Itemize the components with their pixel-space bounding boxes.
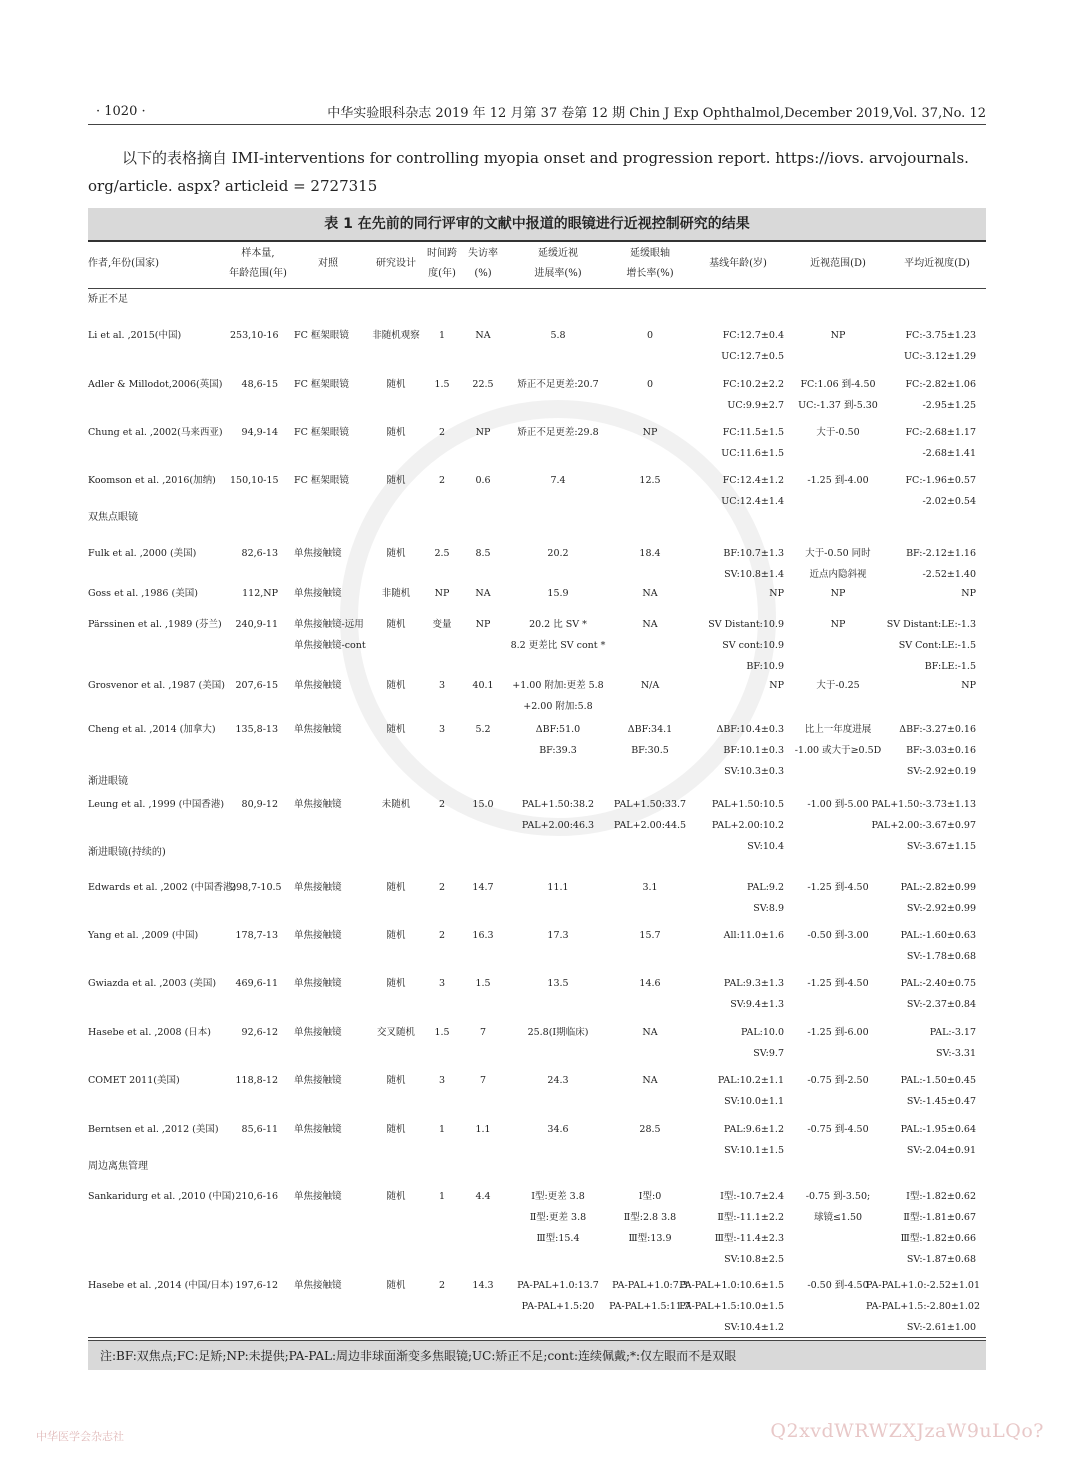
group-label: 渐进眼镜(持续的) (88, 847, 166, 858)
cell-loss: 7 (479, 1027, 487, 1038)
cell-sample: 240,9-11 (235, 619, 278, 630)
cell-axial: N/A (640, 680, 660, 691)
cell-age: PAL:10.2±1.1 (717, 1075, 784, 1086)
cell-mean: SV:-2.92±0.99 (906, 903, 976, 914)
cell-mean: UC:-3.12±1.29 (904, 351, 976, 362)
cell-control: 单焦接触镜 (294, 1075, 342, 1086)
cell-time: 1.5 (434, 1027, 450, 1038)
cell-age: SV:10.8±1.4 (724, 569, 784, 580)
cell-loss: 16.3 (472, 930, 494, 941)
cell-mean: Ⅱ型:-1.81±0.67 (903, 1212, 976, 1223)
cell-sample: 207,6-15 (235, 680, 278, 691)
cell-range: -0.75 到-2.50 (807, 1075, 869, 1086)
cell-mean: PAL:-1.60±0.63 (900, 930, 976, 941)
cell-control: 单焦接触镜 (294, 882, 342, 893)
cell-time: NP (434, 588, 450, 599)
cell-control: 单焦接触镜 (294, 930, 342, 941)
cell-prog: 34.6 (547, 1124, 569, 1135)
cell-age: UC:12.4±1.4 (721, 496, 784, 507)
cell-prog: PAL+1.50:38.2 (521, 799, 595, 810)
cell-time: 1 (438, 1124, 446, 1135)
cell-range: 近点内隐斜视 (809, 569, 867, 580)
cell-loss: 0.6 (475, 475, 491, 486)
cell-axial: 18.4 (639, 548, 661, 559)
bottom-rule (88, 1337, 986, 1338)
cell-axial: 15.7 (639, 930, 661, 941)
cell-mean: BF:-3.03±0.16 (906, 745, 976, 756)
cell-author: Berntsen et al. ,2012 (美国) (88, 1124, 219, 1135)
cell-age: SV:10.4 (747, 841, 784, 852)
cell-loss: 22.5 (472, 379, 494, 390)
cell-mean: NP (961, 680, 976, 691)
cell-mean: PA-PAL+1.0:-2.52±1.01 (866, 1280, 981, 1291)
cell-range: 球镜≤1.50 (813, 1212, 863, 1223)
cell-axial: NA (642, 1027, 658, 1038)
watermark-code: Q2xvdWRWZXJzaW9uLQo? (770, 1420, 1044, 1442)
cell-age: UC:9.9±2.7 (727, 400, 784, 411)
cell-control: FC 框架眼镜 (294, 427, 349, 438)
group-label: 矫正不足 (88, 294, 128, 305)
header-axial-1: 延缓眼轴 (630, 248, 670, 259)
cell-range: -1.25 到-6.00 (807, 1027, 869, 1038)
cell-age: SV cont:10.9 (722, 640, 784, 651)
cell-mean: PAL:-2.82±0.99 (900, 882, 976, 893)
header-control: 对照 (318, 258, 338, 269)
header-loss-1: 失访率 (468, 248, 498, 259)
group-label: 渐进眼镜 (88, 776, 128, 787)
cell-author: Fulk et al. ,2000 (美国) (88, 548, 197, 559)
group-label: 双焦点眼镜 (88, 512, 138, 523)
cell-axial: Ⅲ型:13.9 (628, 1233, 672, 1244)
cell-range: -0.50 到-3.00 (807, 930, 869, 941)
cell-axial: 14.6 (639, 978, 661, 989)
table-note: 注:BF:双焦点;FC:足矫;NP:未提供;PA-PAL:周边非球面渐变多焦眼镜;UC:矫正不足;cont:连续佩戴;*:仅左眼而不是双眼 (88, 1340, 986, 1370)
header-author: 作者,年份(国家) (88, 258, 159, 269)
cell-mean: -2.02±0.54 (922, 496, 976, 507)
cell-sample: 48,6-15 (241, 379, 278, 390)
cell-sample: 85,6-11 (241, 1124, 278, 1135)
cell-control: 单焦接触镜 (294, 1191, 342, 1202)
cell-axial: Ⅰ型:0 (638, 1191, 662, 1202)
cell-mean: BF:-2.12±1.16 (906, 548, 976, 559)
cell-axial: PA-PAL+1.0:7.3 (612, 1280, 688, 1291)
cell-author: Li et al. ,2015(中国) (88, 330, 182, 341)
cell-design: 非随机观察 (372, 330, 420, 341)
cell-range: 大于-0.25 (816, 680, 860, 691)
cell-mean: ΔBF:-3.27±0.16 (899, 724, 976, 735)
cell-sample: 92,6-12 (241, 1027, 278, 1038)
cell-mean: PAL+1.50:-3.73±1.13 (871, 799, 976, 810)
intro-paragraph: 以下的表格摘自 IMI-interventions for controlling myopia onset and progression report. https://iovs. arvojournals. org/article. aspx? articleid = 2727315 (88, 149, 969, 195)
cell-time: 2 (438, 1280, 446, 1291)
cell-prog: 矫正不足更差:29.8 (517, 427, 599, 438)
cell-loss: NP (475, 619, 491, 630)
table-title: 表 1 在先前的同行评审的文献中报道的眼镜进行近视控制研究的结果 (88, 208, 986, 242)
cell-sample: 298,7-10.5 (230, 882, 282, 893)
cell-axial: 28.5 (639, 1124, 661, 1135)
cell-sample: 178,7-13 (235, 930, 278, 941)
cell-age: BF:10.9 (746, 661, 784, 672)
cell-age: SV:10.3±0.3 (724, 766, 784, 777)
cell-design: 随机 (386, 1280, 406, 1291)
cell-range: -1.00 或大于≥0.5D (794, 745, 882, 756)
cell-loss: NA (475, 588, 491, 599)
cell-author: Cheng et al. ,2014 (加拿大) (88, 724, 216, 735)
cell-axial: PA-PAL+1.5:11.7 (609, 1301, 691, 1312)
cell-author: Hasebe et al. ,2008 (日本) (88, 1027, 211, 1038)
cell-design: 随机 (386, 724, 406, 735)
cell-mean: -2.68±1.41 (922, 448, 976, 459)
cell-time: 1 (438, 330, 446, 341)
cell-age: SV:10.4±1.2 (724, 1322, 784, 1333)
header-age: 基线年龄(岁) (709, 258, 767, 269)
cell-time: 3 (438, 680, 446, 691)
cell-sample: 118,8-12 (235, 1075, 278, 1086)
cell-prog: 11.1 (547, 882, 569, 893)
cell-mean: SV:-1.45±0.47 (906, 1096, 976, 1107)
cell-mean: SV:-2.61±1.00 (906, 1322, 976, 1333)
cell-age: SV:10.8±2.5 (724, 1254, 784, 1265)
header-time-1: 时间跨 (427, 248, 457, 259)
cell-prog: BF:39.3 (539, 745, 577, 756)
cell-age: UC:12.7±0.5 (721, 351, 784, 362)
cell-mean: -2.95±1.25 (922, 400, 976, 411)
cell-control: 单焦接触镜 (294, 680, 342, 691)
cell-author: Sankaridurg et al. ,2010 (中国) (88, 1191, 235, 1202)
cell-prog: Ⅲ型:15.4 (536, 1233, 580, 1244)
cell-design: 随机 (386, 475, 406, 486)
cell-axial: PAL+1.50:33.7 (613, 799, 687, 810)
cell-range: 大于-0.50 同时 (805, 548, 871, 559)
cell-time: 2 (438, 930, 446, 941)
cell-axial: 3.1 (642, 882, 658, 893)
cell-range: UC:-1.37 到-5.30 (798, 400, 878, 411)
cell-age: BF:10.1±0.3 (723, 745, 784, 756)
cell-age: SV:9.7 (753, 1048, 784, 1059)
cell-mean: PAL:-1.95±0.64 (900, 1124, 976, 1135)
cell-age: ΔBF:10.4±0.3 (716, 724, 784, 735)
cell-mean: -2.52±1.40 (922, 569, 976, 580)
cell-control: 单焦接触镜-远用 (294, 619, 364, 630)
cell-age: SV Distant:10.9 (708, 619, 784, 630)
cell-control: 单焦接触镜 (294, 1280, 342, 1291)
header-prog-2: 进展率(%) (534, 268, 582, 279)
cell-mean: Ⅰ型:-1.82±0.62 (906, 1191, 976, 1202)
cell-range: NP (830, 619, 846, 630)
cell-mean: PAL:-3.17 (929, 1027, 976, 1038)
cell-design: 随机 (386, 1075, 406, 1086)
cell-author: Yang et al. ,2009 (中国) (88, 930, 199, 941)
cell-loss: 5.2 (475, 724, 491, 735)
cell-range: NP (830, 588, 846, 599)
cell-loss: 8.5 (475, 548, 491, 559)
page-header (88, 100, 986, 125)
cell-range: -0.75 到-3.50; (805, 1191, 871, 1202)
cell-range: -1.25 到-4.00 (807, 475, 869, 486)
cell-control: FC 框架眼镜 (294, 379, 349, 390)
cell-time: 3 (438, 978, 446, 989)
cell-control: 单焦接触镜-cont (294, 640, 366, 651)
cell-prog: Ⅱ型:更差 3.8 (529, 1212, 587, 1223)
cell-mean: PAL:-1.50±0.45 (900, 1075, 976, 1086)
publisher-logo: 中华医学会杂志社 (36, 1430, 124, 1443)
cell-mean: SV Cont:LE:-1.5 (898, 640, 976, 651)
cell-sample: 82,6-13 (241, 548, 278, 559)
cell-prog: Ⅰ型:更差 3.8 (531, 1191, 585, 1202)
cell-age: PAL:9.3±1.3 (723, 978, 784, 989)
cell-design: 随机 (386, 882, 406, 893)
cell-mean: BF:LE:-1.5 (924, 661, 976, 672)
cell-age: NP (769, 588, 784, 599)
cell-author: Edwards et al. ,2002 (中国香港) (88, 882, 237, 893)
cell-mean: FC:-2.68±1.17 (905, 427, 976, 438)
cell-age: All:11.0±1.6 (723, 930, 784, 941)
header-design: 研究设计 (376, 258, 416, 269)
cell-range: -0.50 到-4.50 (807, 1280, 869, 1291)
cell-prog: 8.2 更差比 SV cont * (510, 640, 606, 651)
cell-age: PAL:9.6±1.2 (723, 1124, 784, 1135)
cell-mean: SV:-2.37±0.84 (906, 999, 976, 1010)
cell-mean: FC:-2.82±1.06 (905, 379, 976, 390)
cell-time: 变量 (432, 619, 452, 630)
cell-design: 随机 (386, 427, 406, 438)
cell-axial: 0 (646, 379, 654, 390)
cell-design: 随机 (386, 978, 406, 989)
cell-mean: FC:-1.96±0.57 (905, 475, 976, 486)
cell-axial: NA (642, 1075, 658, 1086)
cell-mean: SV:-2.04±0.91 (906, 1145, 976, 1156)
header-rule (88, 288, 986, 289)
cell-time: 2 (438, 799, 446, 810)
cell-loss: NP (475, 427, 491, 438)
cell-age: PA-PAL+1.0:10.6±1.5 (679, 1280, 784, 1291)
cell-author: Adler & Millodot,2006(英国) (88, 379, 223, 390)
cell-age: PA-PAL+1.5:10.0±1.5 (679, 1301, 784, 1312)
results-table (88, 242, 986, 1338)
cell-age: SV:9.4±1.3 (730, 999, 784, 1010)
cell-axial: NA (642, 588, 658, 599)
cell-age: SV:10.1±1.5 (724, 1145, 784, 1156)
header-mean: 平均近视度(D) (904, 258, 970, 269)
cell-axial: 12.5 (639, 475, 661, 486)
cell-mean: SV:-3.31 (936, 1048, 976, 1059)
cell-sample: 94,9-14 (241, 427, 278, 438)
cell-author: Goss et al. ,1986 (美国) (88, 588, 198, 599)
cell-prog: 7.4 (550, 475, 566, 486)
cell-age: Ⅲ型:-11.4±2.3 (714, 1233, 784, 1244)
cell-sample: 253,10-16 (230, 330, 279, 341)
cell-sample: 112,NP (242, 588, 278, 599)
cell-mean: PA-PAL+1.5:-2.80±1.02 (866, 1301, 981, 1312)
cell-author: Chung et al. ,2002(马来西亚) (88, 427, 223, 438)
cell-age: SV:10.0±1.1 (724, 1096, 784, 1107)
cell-author: Hasebe et al. ,2014 (中国/日本) (88, 1280, 234, 1291)
cell-control: FC 框架眼镜 (294, 330, 349, 341)
cell-design: 随机 (386, 619, 406, 630)
cell-control: 单焦接触镜 (294, 548, 342, 559)
cell-sample: 469,6-11 (235, 978, 278, 989)
cell-prog: PAL+2.00:46.3 (521, 820, 595, 831)
cell-loss: 7 (479, 1075, 487, 1086)
cell-mean: SV:-2.92±0.19 (906, 766, 976, 777)
cell-control: 单焦接触镜 (294, 588, 342, 599)
cell-axial: NA (642, 619, 658, 630)
cell-control: 单焦接触镜 (294, 724, 342, 735)
cell-sample: 80,9-12 (241, 799, 278, 810)
cell-loss: 15.0 (472, 799, 494, 810)
cell-design: 未随机 (381, 799, 411, 810)
cell-axial: ΔBF:34.1 (627, 724, 673, 735)
cell-author: Pärssinen et al. ,1989 (芬兰) (88, 619, 222, 630)
cell-prog: 25.8(Ⅰ期临床) (527, 1027, 589, 1038)
cell-loss: 1.5 (475, 978, 491, 989)
cell-design: 非随机 (381, 588, 411, 599)
journal-info: 中华实验眼科杂志 2019 年 12 月第 37 卷第 12 期 Chin J Exp Ophthalmol,December 2019,Vol. 37,No. 12 (327, 106, 986, 121)
cell-range: 大于-0.50 (816, 427, 860, 438)
cell-sample: 135,8-13 (235, 724, 278, 735)
cell-loss: 14.7 (472, 882, 494, 893)
cell-age: Ⅱ型:-11.1±2.2 (717, 1212, 784, 1223)
cell-prog: PA-PAL+1.5:20 (521, 1301, 595, 1312)
header-loss-2: (%) (474, 268, 492, 279)
cell-prog: ΔBF:51.0 (535, 724, 581, 735)
cell-age: BF:10.7±1.3 (723, 548, 784, 559)
cell-age: PAL+1.50:10.5 (711, 799, 784, 810)
cell-range: -1.25 到-4.50 (807, 882, 869, 893)
cell-time: 3 (438, 1075, 446, 1086)
cell-design: 随机 (386, 680, 406, 691)
header-range: 近视范围(D) (810, 258, 866, 269)
cell-design: 随机 (386, 548, 406, 559)
page-number: · 1020 · (96, 104, 146, 119)
cell-age: FC:12.7±0.4 (722, 330, 784, 341)
cell-author: Koomson et al. ,2016(加纳) (88, 475, 216, 486)
cell-mean: SV:-3.67±1.15 (906, 841, 976, 852)
cell-age: PAL:10.0 (740, 1027, 784, 1038)
cell-control: FC 框架眼镜 (294, 475, 349, 486)
cell-control: 单焦接触镜 (294, 1124, 342, 1135)
cell-axial: PAL+2.00:44.5 (613, 820, 687, 831)
cell-loss: 1.1 (475, 1124, 491, 1135)
cell-loss: 4.4 (475, 1191, 491, 1202)
cell-time: 3 (438, 724, 446, 735)
cell-time: 2 (438, 475, 446, 486)
cell-prog: 5.8 (550, 330, 566, 341)
cell-age: FC:11.5±1.5 (722, 427, 784, 438)
cell-age: UC:11.6±1.5 (721, 448, 784, 459)
cell-age: SV:8.9 (753, 903, 784, 914)
cell-age: Ⅰ型:-10.7±2.4 (720, 1191, 784, 1202)
cell-mean: Ⅲ型:-1.82±0.66 (900, 1233, 976, 1244)
cell-mean: SV:-1.87±0.68 (906, 1254, 976, 1265)
cell-author: COMET 2011(美国) (88, 1075, 180, 1086)
cell-loss: 14.3 (472, 1280, 494, 1291)
header-time-2: 度(年) (428, 268, 456, 279)
cell-axial: 0 (646, 330, 654, 341)
cell-prog: 矫正不足更差:20.7 (517, 379, 599, 390)
cell-range: FC:1.06 到-4.50 (800, 379, 876, 390)
cell-time: 1.5 (434, 379, 450, 390)
cell-mean: SV Distant:LE:-1.3 (886, 619, 976, 630)
cell-axial: Ⅱ型:2.8 3.8 (623, 1212, 677, 1223)
cell-control: 单焦接触镜 (294, 1027, 342, 1038)
header-prog-1: 延缓近视 (538, 248, 578, 259)
cell-prog: 17.3 (547, 930, 569, 941)
cell-sample: 210,6-16 (235, 1191, 278, 1202)
header-sample-1: 样本量, (241, 248, 275, 259)
cell-age: FC:10.2±2.2 (722, 379, 784, 390)
cell-prog: PA-PAL+1.0:13.7 (517, 1280, 599, 1291)
cell-design: 随机 (386, 1124, 406, 1135)
cell-range: 比上一年度进展 (804, 724, 872, 735)
cell-time: 1 (438, 1191, 446, 1202)
cell-prog: +2.00 附加:5.8 (523, 701, 593, 712)
cell-time: 2 (438, 427, 446, 438)
cell-age: PAL:9.2 (747, 882, 784, 893)
cell-time: 2.5 (434, 548, 450, 559)
header-sample-2: 年龄范围(年) (229, 268, 287, 279)
cell-age: PAL+2.00:10.2 (711, 820, 784, 831)
cell-design: 随机 (386, 930, 406, 941)
cell-axial: NP (642, 427, 658, 438)
cell-range: -1.25 到-4.50 (807, 978, 869, 989)
cell-sample: 150,10-15 (230, 475, 279, 486)
cell-loss: NA (475, 330, 491, 341)
group-label: 周边离焦管理 (88, 1161, 148, 1172)
cell-prog: 20.2 (547, 548, 569, 559)
cell-mean: SV:-1.78±0.68 (906, 951, 976, 962)
cell-age: NP (769, 680, 784, 691)
cell-axial: BF:30.5 (631, 745, 669, 756)
cell-mean: FC:-3.75±1.23 (905, 330, 976, 341)
cell-age: FC:12.4±1.2 (722, 475, 784, 486)
cell-prog: +1.00 附加:更差 5.8 (512, 680, 604, 691)
cell-author: Gwiazda et al. ,2003 (美国) (88, 978, 217, 989)
header-axial-2: 增长率(%) (626, 268, 674, 279)
cell-prog: 24.3 (547, 1075, 569, 1086)
cell-control: 单焦接触镜 (294, 978, 342, 989)
cell-mean: NP (961, 588, 976, 599)
cell-author: Grosvenor et al. ,1987 (美国) (88, 680, 225, 691)
cell-range: -0.75 到-4.50 (807, 1124, 869, 1135)
cell-time: 2 (438, 882, 446, 893)
cell-mean: PAL:-2.40±0.75 (900, 978, 976, 989)
cell-sample: 197,6-12 (235, 1280, 278, 1291)
cell-design: 随机 (386, 1191, 406, 1202)
cell-design: 随机 (386, 379, 406, 390)
cell-mean: PAL+2.00:-3.67±0.97 (871, 820, 976, 831)
cell-author: Leung et al. ,1999 (中国香港) (88, 799, 225, 810)
cell-design: 交叉随机 (376, 1027, 415, 1038)
cell-loss: 40.1 (472, 680, 494, 691)
cell-prog: 20.2 比 SV * (529, 619, 587, 630)
cell-prog: 13.5 (547, 978, 569, 989)
cell-range: NP (830, 330, 846, 341)
cell-control: 单焦接触镜 (294, 799, 342, 810)
cell-prog: 15.9 (547, 588, 569, 599)
cell-range: -1.00 到-5.00 (807, 799, 869, 810)
